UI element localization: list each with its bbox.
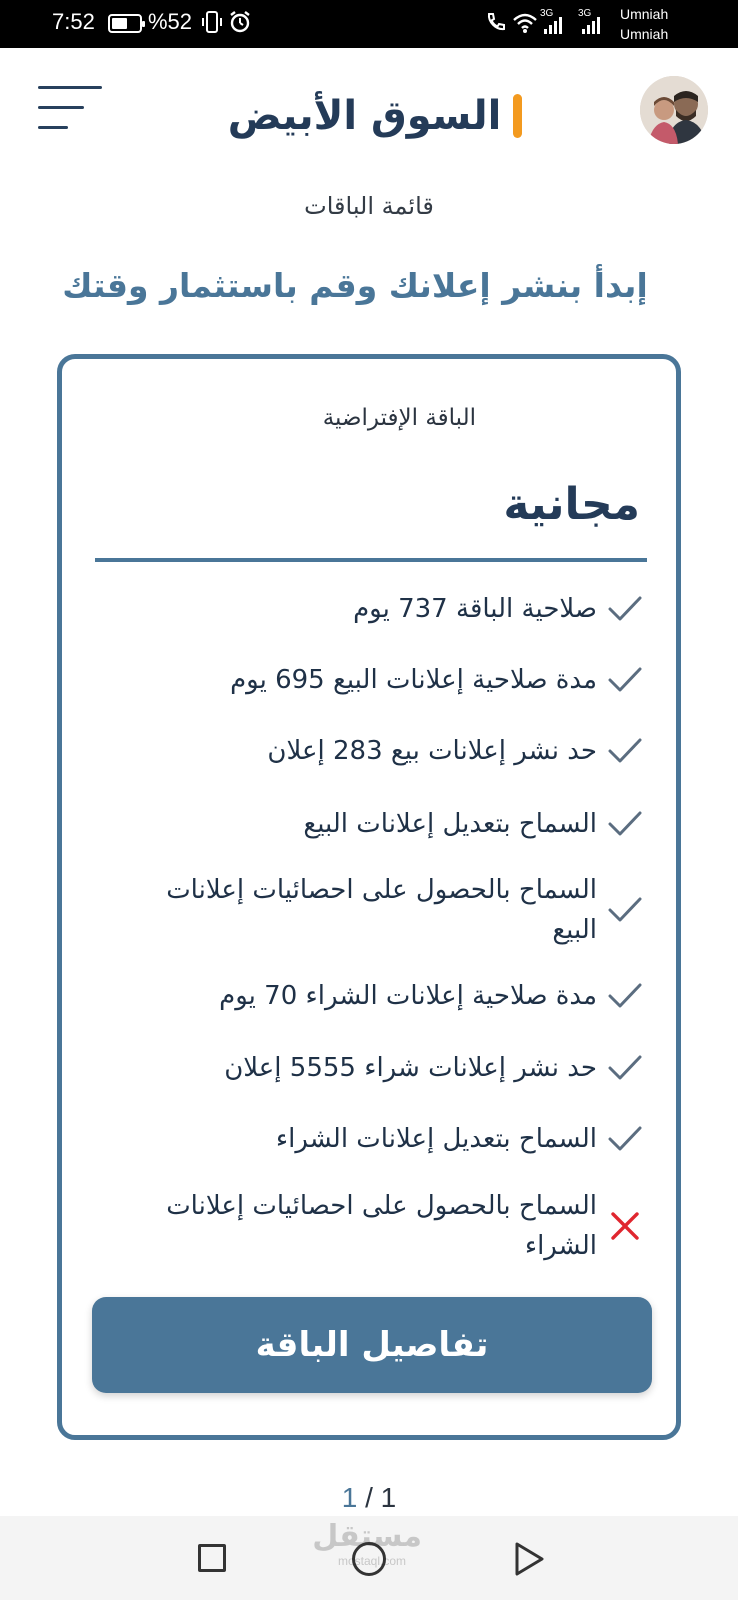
carrier-name: Umniah (620, 6, 669, 22)
vibrate-icon (202, 10, 222, 36)
user-avatar[interactable] (640, 76, 708, 144)
status-bar (0, 0, 738, 48)
package-details-button[interactable] (92, 1297, 652, 1393)
feature-text: السماح بالحصول على احصائيات إعلانات البيع (166, 875, 597, 945)
pagination (0, 1482, 738, 1514)
feature-item (95, 861, 651, 959)
current-page: 1 (341, 1482, 358, 1513)
page-separator: / (365, 1482, 373, 1513)
feature-text: السماح بالحصول على احصائيات إعلانات الشراء (166, 1191, 597, 1261)
app-logo[interactable] (210, 88, 540, 144)
feature-text: السماح بتعديل إعلانات البيع (303, 809, 597, 839)
package-name: الباقة الإفتراضية (322, 405, 476, 431)
logo-text: السوق الأبيض (227, 93, 502, 139)
battery-icon (108, 14, 142, 33)
feature-item (95, 573, 651, 645)
signal-icon (578, 10, 612, 36)
feature-list (95, 573, 651, 1349)
status-time: 7:52 (52, 9, 95, 34)
feature-item (95, 1175, 651, 1277)
network-type-label: 3G (540, 8, 554, 19)
network-type-label: 3G (578, 8, 592, 19)
check-icon (599, 896, 651, 924)
hamburger-menu-icon[interactable] (38, 84, 104, 132)
cross-icon (599, 1209, 651, 1243)
signal-icon (540, 10, 574, 36)
system-nav-bar (0, 1516, 738, 1600)
package-details-label: تفاصيل الباقة (255, 1325, 489, 1365)
feature-item (95, 959, 651, 1033)
feature-item (95, 715, 651, 787)
feature-text: مدة صلاحية إعلانات البيع 695 يوم (230, 665, 597, 695)
watermark-url: mostaql.com (337, 1554, 407, 1568)
feature-text: حد نشر إعلانات بيع 283 إعلان (267, 736, 597, 766)
wifi-icon (512, 12, 538, 38)
feature-text: مدة صلاحية إعلانات الشراء 70 يوم (219, 981, 597, 1011)
feature-item (95, 787, 651, 861)
check-icon (599, 737, 651, 765)
feature-text: السماح بتعديل إعلانات الشراء (275, 1124, 597, 1154)
feature-text: صلاحية الباقة 737 يوم (353, 594, 597, 624)
package-price: مجانية (503, 479, 640, 530)
recent-apps-icon[interactable] (198, 1544, 226, 1572)
logo-accent-bar (513, 94, 522, 138)
check-icon (599, 1054, 651, 1082)
package-card (57, 354, 681, 1440)
feature-item (95, 645, 651, 715)
feature-item (95, 1033, 651, 1103)
battery-percentage: %52 (148, 9, 193, 34)
divider (95, 558, 647, 562)
carrier-name: Umniah (620, 26, 669, 42)
check-icon (599, 666, 651, 694)
back-icon[interactable] (512, 1540, 546, 1578)
volte-call-icon (484, 10, 508, 36)
home-icon[interactable] (352, 1542, 386, 1576)
check-icon (599, 982, 651, 1010)
check-icon (599, 1125, 651, 1153)
feature-text: حد نشر إعلانات شراء 5555 إعلان (224, 1053, 597, 1083)
check-icon (599, 595, 651, 623)
feature-item (95, 1103, 651, 1175)
total-pages: 1 (380, 1482, 397, 1513)
page-subtitle: إبدأ بنشر إعلانك وقم باستثمار وقتك (62, 266, 648, 305)
page-title: قائمة الباقات (304, 192, 434, 220)
alarm-icon (228, 10, 252, 36)
check-icon (599, 810, 651, 838)
watermark-text: مستقل (312, 1519, 422, 1554)
